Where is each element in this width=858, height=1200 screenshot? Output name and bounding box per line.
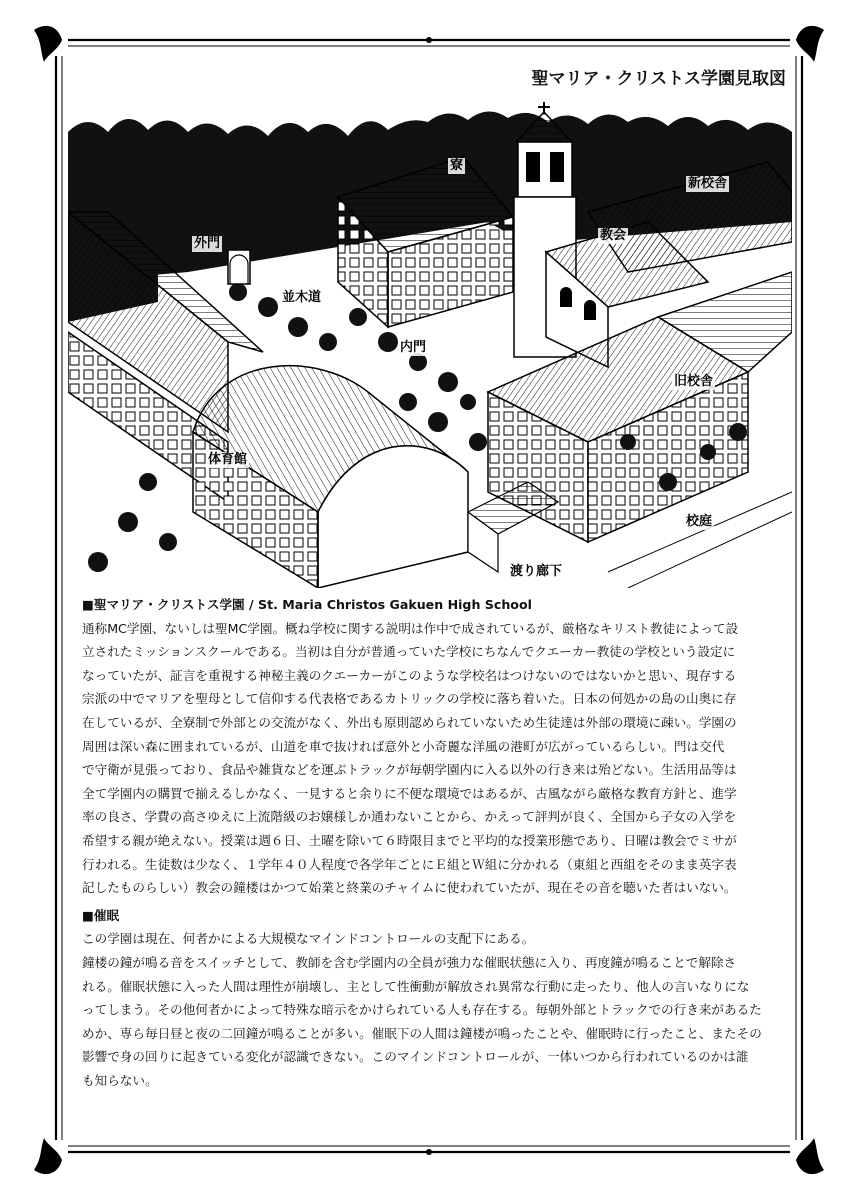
paragraph-line: ってしまう。その他何者かによって特殊な暗示をかけられている人も存在する。毎朝外部とトラックでの行き来があるた	[82, 1002, 762, 1018]
map-label-church: 教会	[600, 228, 627, 243]
paragraph-line: 全て学園内の購買で揃えるしかなく、一見すると余りに不便な環境ではあるが、古風ながら厳格な教育方針と、進学	[82, 785, 737, 801]
paragraph-line: 周囲は深い森に囲まれているが、山道を車で抜ければ意外と小奇麗な洋風の港町が広がっているらしい。門は交代	[82, 738, 725, 754]
paragraph-line: 行われる。生徒数は少なく、１学年４０人程度で各学年ごとにＥ組とＷ組に分かれる（東組と西組をそのまま英字表	[82, 856, 737, 872]
paragraph-line: で守衛が見張っており、食品や雑貨などを運ぶトラックが毎朝学園内に入る以外の行き来は殆どない。生活用品等は	[82, 762, 737, 778]
map-label-tree-lined-road: 並木道	[282, 290, 322, 305]
map-label-gymnasium: 体育館	[208, 452, 248, 467]
map-label-inner-gate: 内門	[400, 340, 427, 355]
paragraph-line: れる。催眠状態に入った人間は理性が崩壊し、主として性衝動が解放され異常な行動に走ったり、他人の言いなりにな	[82, 978, 750, 994]
section-heading-hypnosis: ■催眠	[82, 907, 120, 923]
section-heading-school: ■聖マリア・クリストス学園 / St. Maria Christos Gakuen High School	[82, 597, 532, 612]
paragraph-line: 宗派の中でマリアを聖母として信仰する代表格であるカトリックの学校に落ち着いた。日本の何処かの島の山奥に存	[82, 691, 737, 707]
paragraph-line: 在しているが、全寮制で外部との交流がなく、外出も原則認められていないため生徒達は外部の環境に疎い。学園の	[82, 714, 737, 730]
paragraph-line: なっていたが、証言を重視する神秘主義のクエーカーがこのような学校名はつけないのではないかと思い、現存する	[82, 667, 737, 683]
paragraph-line: めか、専ら毎日昼と夜の二回鐘が鳴ることが多い。催眠下の人間は鐘楼が鳴ったことや、催眠時に行ったこと、またその	[82, 1025, 762, 1041]
description-text	[82, 593, 782, 1092]
paragraph-line: 通称MC学園、ないしは聖MC学園。概ね学校に関する説明は作中で成されているが、厳格なキリスト教徒によって設	[82, 620, 739, 636]
map-label-outer-gate: 外門	[194, 236, 221, 251]
paragraph-line: 立されたミッションスクールである。当初は自分が普通っていた学校にちなんでクエーカー教徒の学校という設定に	[82, 644, 736, 660]
map-label-dorm: 寮	[450, 158, 464, 173]
paragraph-line: 記したものらしい）教会の鐘楼はかつて始業と終業のチャイムに使われていたが、現在その音を聴いた者はいない。	[82, 880, 737, 896]
map-label-new-building: 新校舎	[688, 176, 728, 191]
paragraph-line: も知らない。	[82, 1072, 158, 1088]
map-label-schoolyard: 校庭	[686, 514, 713, 529]
map-label-corridor: 渡り廊下	[510, 564, 563, 579]
paragraph-line: 影響で身の回りに起きている変化が認識できない。このマインドコントロールが、一体いつから行われているのかは誰	[82, 1049, 749, 1065]
paragraph-line: 希望する親が絶えない。授業は週６日、土曜を除いて６時限目までと平均的な授業形態であり、日曜は教会でミサが	[82, 832, 737, 848]
map-label-old-building: 旧校舎	[674, 374, 714, 389]
paragraph-line: 率の良さ、学費の高さゆえに上流階級のお嬢様しか通わないことから、かえって評判が良く、全国から子女の入学を	[82, 809, 737, 825]
campus-map-illustration	[68, 102, 792, 588]
paragraph-line: 鐘楼の鐘が鳴る音をスイッチとして、教師を含む学園内の全員が強力な催眠状態に入り、再度鐘が鳴ることで解除さ	[82, 954, 737, 970]
page-title: 聖マリア・クリストス学園見取図	[531, 69, 786, 89]
paragraph-line: この学園は現在、何者かによる大規模なマインドコントロールの支配下にある。	[82, 931, 535, 947]
